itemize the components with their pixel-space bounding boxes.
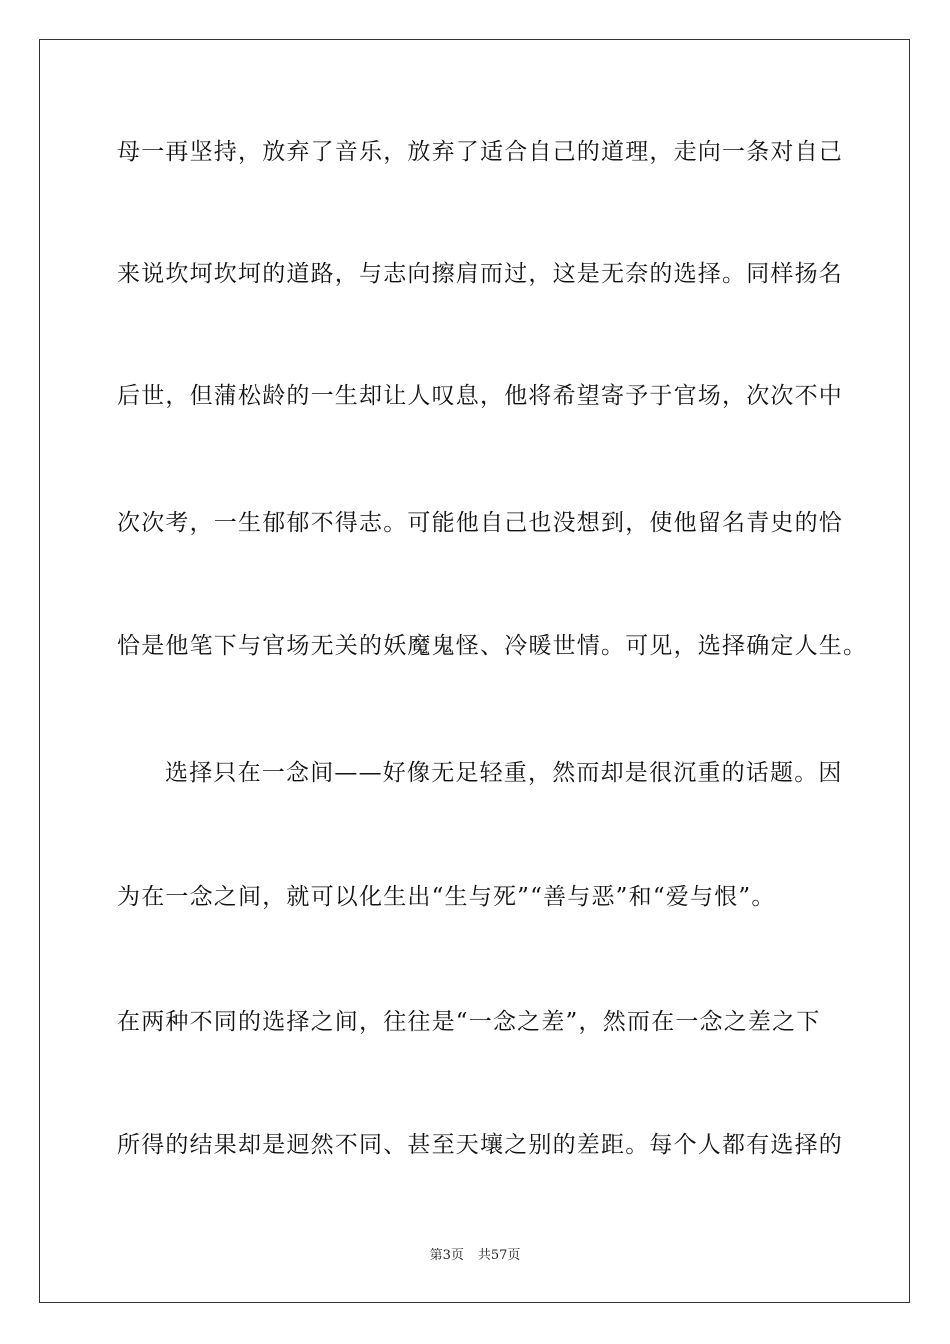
page-border: [39, 39, 910, 1303]
text-line-7: 为在一念之间，就可以化生出“生与死”“善与恶”和“爱与恨”。: [117, 884, 776, 910]
text-line-2: 来说坎坷坎坷的道路，与志向擦肩而过，这是无奈的选择。同样扬名: [117, 261, 843, 287]
text-line-4: 次次考，一生郁郁不得志。可能他自己也没想到，使他留名青史的恰: [117, 510, 843, 536]
paragraph-start-line: 选择只在一念间——好像无足轻重，然而却是很沉重的话题。因: [165, 760, 843, 786]
total-pages: 共57页: [477, 1248, 521, 1263]
text-line-9: 所得的结果却是迥然不同、甚至天壤之别的差距。每个人都有选择的: [117, 1132, 843, 1158]
text-line-5: 恰是他笔下与官场无关的妖魔鬼怪、冷暖世情。可见，选择确定人生。: [117, 633, 868, 659]
text-line-1: 母一再坚持，放弃了音乐，放弃了适合自己的道理，走向一条对自己: [117, 139, 843, 165]
page-footer: [0, 1247, 950, 1265]
page-number: 第3页: [429, 1248, 464, 1263]
text-line-8: 在两种不同的选择之间，往往是“一念之差”，然而在一念之差之下: [117, 1009, 821, 1035]
text-line-3: 后世，但蒲松龄的一生却让人叹息，他将希望寄予于官场，次次不中: [117, 383, 843, 409]
